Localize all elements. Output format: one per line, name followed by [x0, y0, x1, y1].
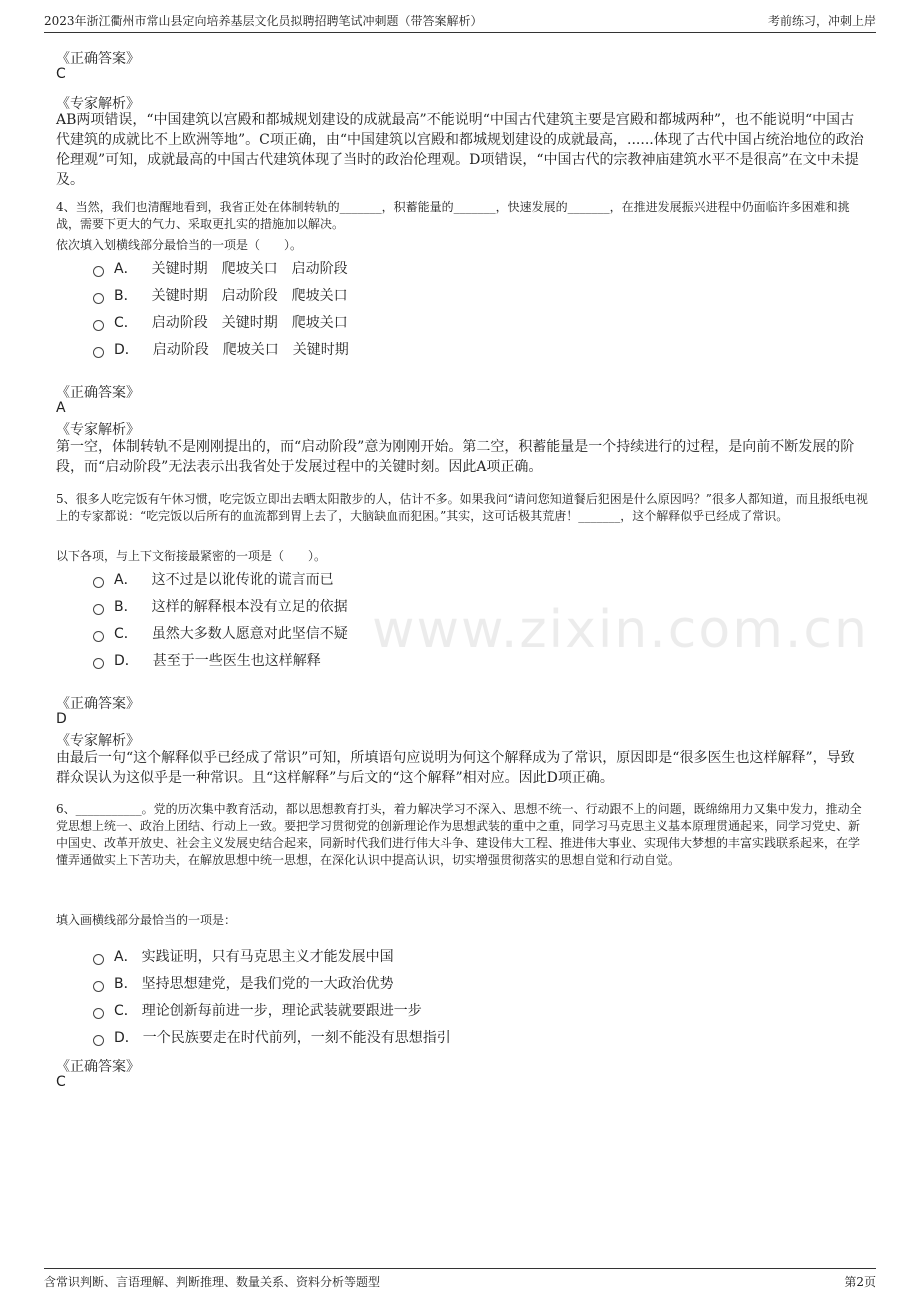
- option-d[interactable]: D． 一个民族要走在时代前列，一刻不能没有思想指引: [93, 1027, 451, 1047]
- correct-answer-label: 《正确答案》: [56, 696, 140, 712]
- radio-button[interactable]: [93, 1035, 104, 1046]
- expert-analysis-text: 由最后一句“这个解释似乎已经成了常识”可知，所填语句应说明为何这个解释成为了常识，原因即是“很多医生也这样解释”，导致群众误认为这似乎是一种常识。且“这样解释”与后文的“这个解释”相对应。因此D项正确。: [56, 750, 855, 786]
- option-c[interactable]: C． 启动阶段 关键时期 爬坡关口: [93, 312, 348, 332]
- watermark: www.zixin.com.cn: [372, 600, 869, 660]
- radio-button[interactable]: [93, 658, 104, 669]
- radio-button[interactable]: [93, 347, 104, 358]
- radio-button[interactable]: [93, 293, 104, 304]
- expert-analysis-text: AB两项错误，“中国建筑以宫殿和都城规划建设的成就最高”不能说明“中国古代建筑主要是宫殿和都城两种”，也不能说明“中国古代建筑的成就比不上欧洲等地”。C项正确，由“中国建筑以宫殿和都城规划建设的成就最高，......体现了古代中国占统治地位的政治伦理观”可知，成就最高的中国古代建筑体现了当时的政治伦理观。D项错误，“中国古代的宗教神庙建筑水平不是很高”在文中未提及。: [56, 112, 864, 188]
- correct-answer-value: D: [56, 711, 67, 727]
- option-a[interactable]: A． 实践证明，只有马克思主义才能发展中国: [93, 946, 394, 966]
- radio-button[interactable]: [93, 577, 104, 588]
- radio-button[interactable]: [93, 631, 104, 642]
- option-a[interactable]: A． 这不过是以讹传讹的谎言而已: [93, 569, 334, 589]
- question-prompt: 填入画横线部分最恰当的一项是：: [56, 913, 237, 927]
- question-stem: 4、当然，我们也清醒地看到，我省正处在体制转轨的_______，积蓄能量的_______，快速发展的_______，在推进发展振兴进程中仍面临许多困难和挑战，需要下更大的气力、采取更扎实的措施加以解决。: [56, 200, 850, 231]
- header-slogan: 考前练习，冲刺上岸: [767, 14, 876, 28]
- correct-answer-value: C: [56, 1074, 66, 1090]
- question-stem: 6、___________。党的历次集中教育活动，都以思想教育打头，着力解决学习不深入、思想不统一、行动跟不上的问题，既绵绵用力又集中发力，推动全党思想上统一、政治上团结、行动上一致。要把学习贯彻党的创新理论作为思想武装的重中之重，同学习马克思主义基本原理贯通起来，同学习党史、新中国史、改革开放史、社会主义发展史结合起来，同新时代我们进行伟大斗争、建设伟大工程、推进伟大事业、实现伟大梦想的丰富实践联系起来，在学懂弄通做实上下苦功夫，在解放思想中统一思想，在深化认识中提高认识，切实增强贯彻落实的思想自觉和行动自觉。: [56, 802, 862, 867]
- question-prompt: 依次填入划横线部分最恰当的一项是（ ）。: [56, 238, 303, 252]
- option-c[interactable]: C． 虽然大多数人愿意对此坚信不疑: [93, 623, 348, 643]
- correct-answer-label: 《正确答案》: [56, 1059, 140, 1075]
- correct-answer-value: A: [56, 400, 66, 416]
- option-d[interactable]: D． 启动阶段 爬坡关口 关键时期: [93, 339, 349, 359]
- question-stem: 5、很多人吃完饭有午休习惯，吃完饭立即出去晒太阳散步的人，估计不多。如果我问“请问您知道餐后犯困是什么原因吗？”很多人都知道，而且报纸电视上的专家都说：“吃完饭以后所有的血流都到胃上去了，大脑缺血而犯困。”其实，这可话极其荒唐！_______，这个解释似乎已经成了常识。: [56, 492, 868, 523]
- page-footer: [44, 1268, 876, 1293]
- radio-button[interactable]: [93, 981, 104, 992]
- option-b[interactable]: B． 坚持思想建党，是我们党的一大政治优势: [93, 973, 394, 993]
- correct-answer-label: 《正确答案》: [56, 51, 140, 67]
- page-header: [44, 12, 876, 33]
- radio-button[interactable]: [93, 266, 104, 277]
- expert-analysis-label: 《专家解析》: [56, 96, 140, 112]
- option-a[interactable]: A． 关键时期 爬坡关口 启动阶段: [93, 258, 348, 278]
- page-number: 第2页: [844, 1275, 876, 1289]
- option-c[interactable]: C． 理论创新每前进一步，理论武装就要跟进一步: [93, 1000, 422, 1020]
- correct-answer-label: 《正确答案》: [56, 385, 140, 401]
- option-b[interactable]: B． 关键时期 启动阶段 爬坡关口: [93, 285, 348, 305]
- option-d[interactable]: D． 甚至于一些医生也这样解释: [93, 650, 321, 670]
- radio-button[interactable]: [93, 320, 104, 331]
- correct-answer-value: C: [56, 66, 66, 82]
- expert-analysis-label: 《专家解析》: [56, 422, 140, 438]
- expert-analysis-label: 《专家解析》: [56, 733, 140, 749]
- radio-button[interactable]: [93, 954, 104, 965]
- expert-analysis-text: 第一空，体制转轨不是刚刚提出的，而“启动阶段”意为刚刚开始。第二空，积蓄能量是一个持续进行的过程，是向前不断发展的阶段，而“启动阶段”无法表示出我省处于发展过程中的关键时刻。因此A项正确。: [56, 439, 855, 475]
- question-prompt: 以下各项，与上下文衔接最紧密的一项是（ ）。: [56, 549, 327, 563]
- option-b[interactable]: B． 这样的解释根本没有立足的依据: [93, 596, 348, 616]
- radio-button[interactable]: [93, 1008, 104, 1019]
- footer-note: 含常识判断、言语理解、判断推理、数量关系、资料分析等题型: [44, 1275, 381, 1289]
- document-title: 2023年浙江衢州市常山县定向培养基层文化员拟聘招聘笔试冲刺题（带答案解析）: [44, 14, 483, 28]
- radio-button[interactable]: [93, 604, 104, 615]
